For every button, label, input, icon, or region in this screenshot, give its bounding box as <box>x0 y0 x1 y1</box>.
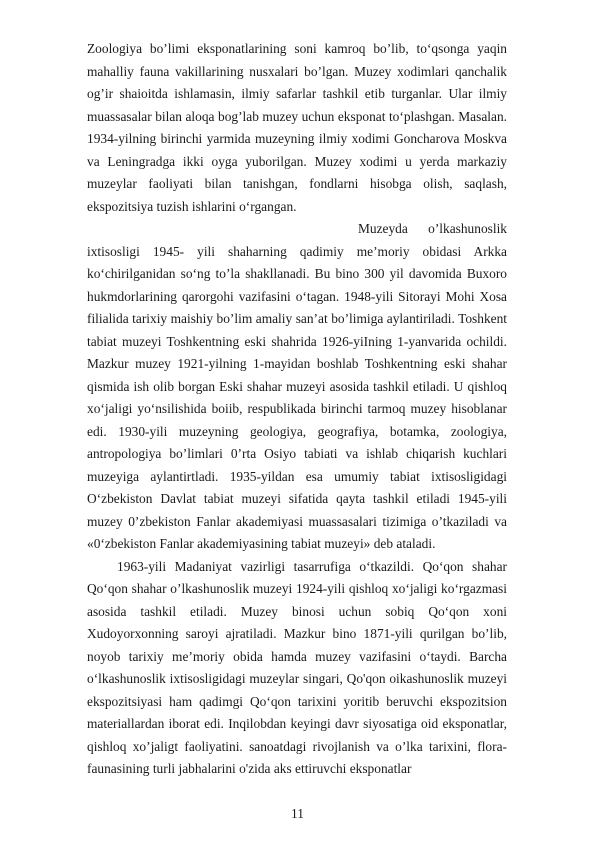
paragraph-local-history: Muzeyda o’lkashunoslik ixtisosligi 1945- yili shaharning qadimiy me’moriy obidasi Arkka ko‘chirilganidan so‘ng to’la shakllanadi. Bu bino 300 yil davomida Buxoro hukmdorlarining qarorgohi vazifasini o‘tagan. 1948-yili Sitorayi Mohi Xosa filialida tarixiy maishiy bo’lim amaliy san’at bo’limiga aylantiriladi. Toshkent tabiat muzeyi Toshkentning eski shahrida 1926-yiIning 1-yanvarida ochildi. Mazkur muzey 1921-yilning 1-mayidan boshlab Toshkentning eski shahar qismida ish olib borgan Eski shahar muzeyi asosida tashkil etiladi. U qishloq xo‘jaligi yo‘nsilishida boiib, respublikada birinchi tarmoq muzey hisoblanar edi. 1930-yili muzeyning geologiya, geografiya, botamka, zoologiya, antropologiya bo’limlari 0’rta Osiyo tabiati va ishlab chiqarish kuchlari muzeyiga aylantirtladi. 1935-yildan esa umumiy tabiat ixtisosligidagi O‘zbekiston Davlat tabiat muzeyi sifatida qayta tashkil etiladi 1945-yili muzey 0’zbekiston Fanlar akademiyasi muassasalari tizimiga o’tkaziladi va «0‘zbekiston Fanlar akademiyasining tabiat muzeyi» deb ataladi. <box>87 221 507 551</box>
body-text <box>87 38 507 781</box>
page-number: 11 <box>291 806 304 821</box>
paragraph-kokand-museum: 1963-yili Madaniyat vazirligi tasarrufiga o‘tkazildi. Qo‘qon shahar Qo‘qon shahar o’lkashunoslik muzeyi 1924-yili qishloq xo‘jaligi ko‘rgazmasi asosida tashkil etiladi. Muzey binosi uchun sobiq Qo‘qon xoni Xudoyorxonning saroyi ajratiladi. Mazkur bino 1871-yili qurilgan bo’lib, noyob tarixiy me’moriy obida hamda muzey vazifasini o‘taydi. Barcha o‘lkashunoslik ixtisosligidagi muzeylar singari, Qo'qon oikashunoslik muzeyi ekspozitsiyasi ham qadimgi Qo‘qon tarixini yoritib beruvchi ekspozitsion materiallardan iborat edi. Inqilobdan keyingi davr siyosatiga oid eksponatlar, qishloq xo’jaligt faoliyatini. sanoatdagi rivojlanish va o’lka tarixini, flora-faunasining turli jabhalarini o'zida aks ettiruvchi eksponatlar <box>87 558 507 776</box>
paragraph-zoology: Zoologiya bo’limi eksponatlarining soni kamroq bo’lib, to‘qsonga yaqin mahalliy fauna vakillarining nusxalari bo’lgan. Muzey xodimlari qanchalik og’ir shaioitda ishlamasin, ilmiy safarlar tashkil etib turganlar. Ular ilmiy muassasalar bilan aloqa bog’lab muzey uchun eksponat to‘plashgan. Masalan. 1934-yilning birinchi yarmida muzeyning ilmiy xodimi Goncharova Moskva va Leningradga ikki oyga yuborilgan. Muzey xodimi u yerda markaziy muzeylar faoliyati bilan tanishgan, fondlarni hisobga olish, saqlash, ekspozitsiya tuzish ishlarini o‘rgangan. <box>87 41 507 214</box>
